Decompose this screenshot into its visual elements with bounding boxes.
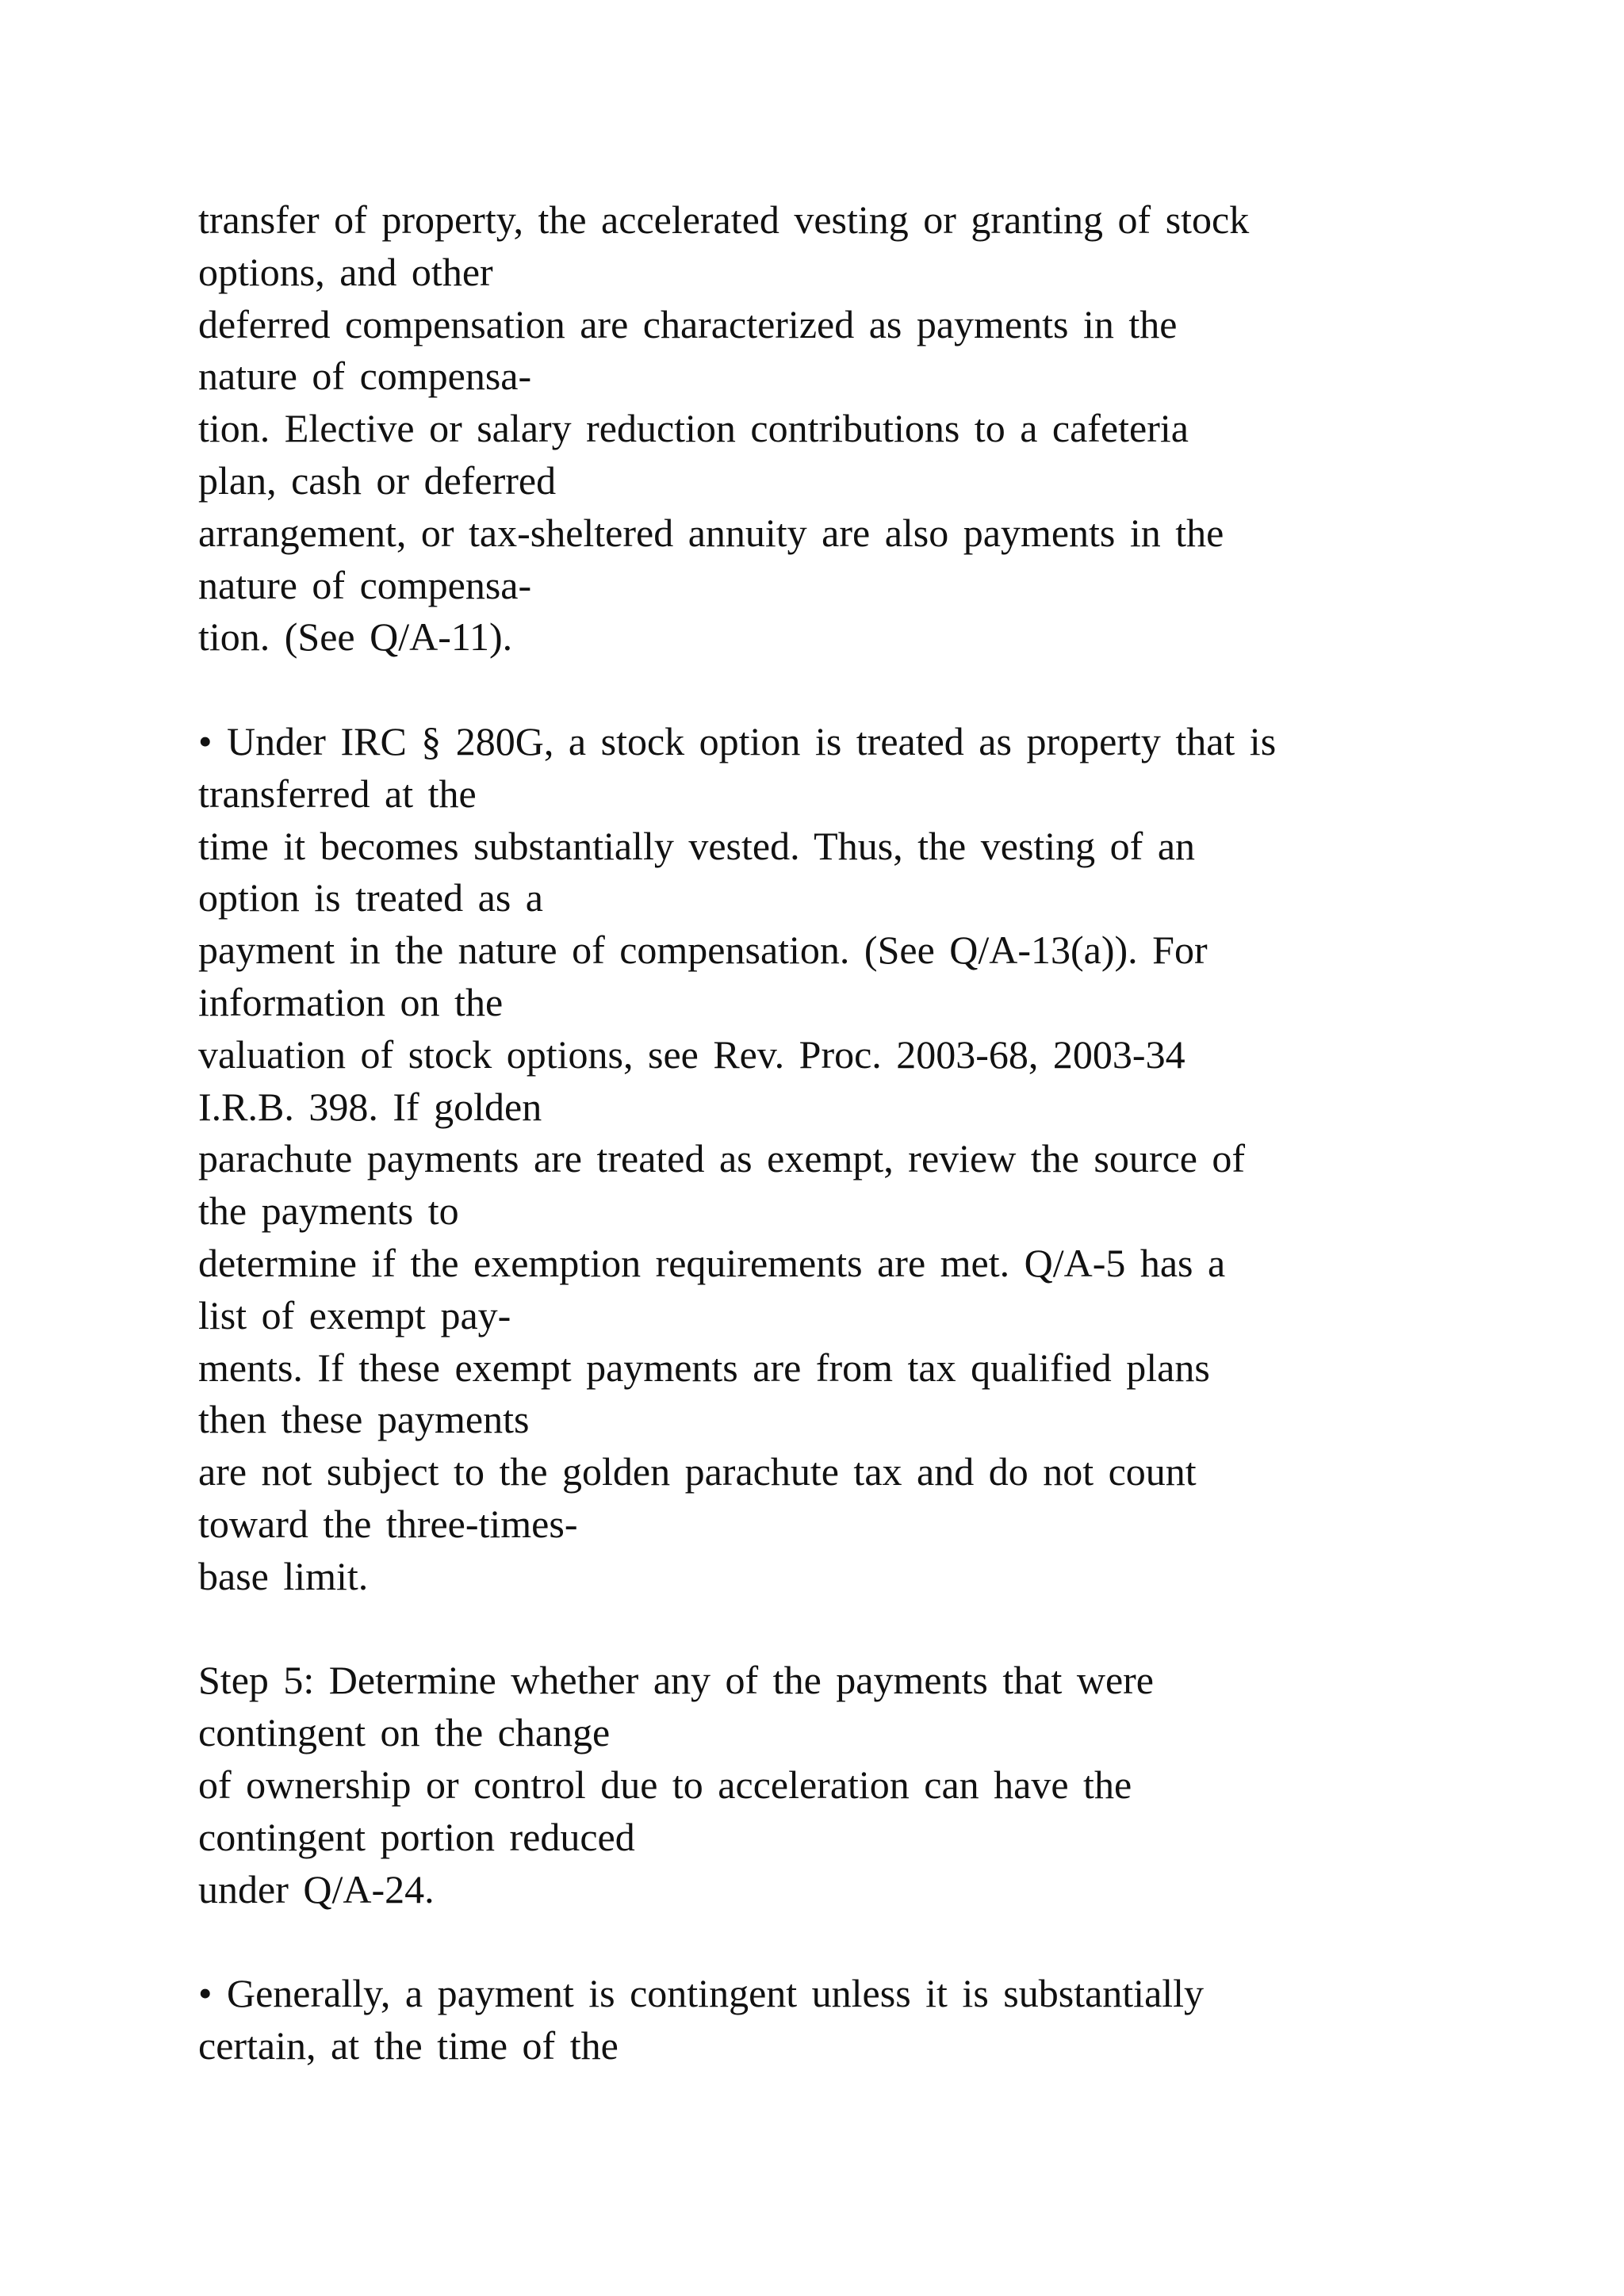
text-line: nature of compensa- [198,562,532,607]
text-line: I.R.B. 398. If golden [198,1084,542,1129]
text-line: toward the three-times- [198,1501,578,1546]
text-line: time it becomes substantially vested. Thus, the vesting of an [198,823,1196,868]
text-line: valuation of stock options, see Rev. Proc. 2003-68, 2003-34 [198,1031,1185,1077]
text-line: option is treated as a [198,875,543,920]
text-line: contingent portion reduced [198,1814,635,1859]
text-line: contingent on the change [198,1710,611,1755]
text-line: arrangement, or tax-sheltered annuity are also payments in the [198,510,1224,555]
text-line: ments. If these exempt payments are from tax qualified plans [198,1345,1210,1390]
text-line: options, and other [198,249,493,294]
text-line: under Q/A-24. [198,1866,435,1911]
text-line: of ownership or control due to acceleration can have the [198,1762,1132,1807]
text-line: nature of compensa- [198,354,532,399]
text-line: then these payments [198,1397,530,1442]
text-line: determine if the exemption requirements are met. Q/A-5 has a [198,1240,1226,1285]
text-line: parachute payments are treated as exempt, review the source of [198,1136,1246,1181]
text-line: payment in the nature of compensation. (See Q/A-13(a)). For [198,928,1208,973]
text-line: • Generally, a payment is contingent unless it is substantially [198,1971,1205,2016]
text-line: are not subject to the golden parachute tax and do not count [198,1449,1197,1494]
document-body [198,194,1483,2072]
text-line: transfer of property, the accelerated vesting or granting of stock [198,197,1250,242]
text-line: deferred compensation are characterized as payments in the [198,301,1178,346]
text-line: • Under IRC § 280G, a stock option is treated as property that is [198,718,1277,763]
text-line: Step 5: Determine whether any of the payments that were [198,1658,1155,1703]
paragraph-compensation-characterization [198,194,1483,664]
text-line: information on the [198,979,504,1024]
paragraph-spacer [198,1603,1483,1655]
text-line: list of exempt pay- [198,1292,511,1337]
paragraph-stock-option-bullet [198,716,1483,1603]
paragraph-step-5 [198,1655,1483,1915]
text-line: tion. (See Q/A-11). [198,614,513,660]
text-line: certain, at the time of the [198,2022,619,2068]
paragraph-contingent-bullet [198,1968,1483,2072]
paragraph-spacer [198,664,1483,716]
text-line: plan, cash or deferred [198,457,557,503]
text-line: base limit. [198,1553,369,1598]
text-line: transferred at the [198,771,477,816]
text-line: the payments to [198,1188,459,1234]
paragraph-spacer [198,1915,1483,1968]
text-line: tion. Elective or salary reduction contributions to a cafeteria [198,406,1189,451]
